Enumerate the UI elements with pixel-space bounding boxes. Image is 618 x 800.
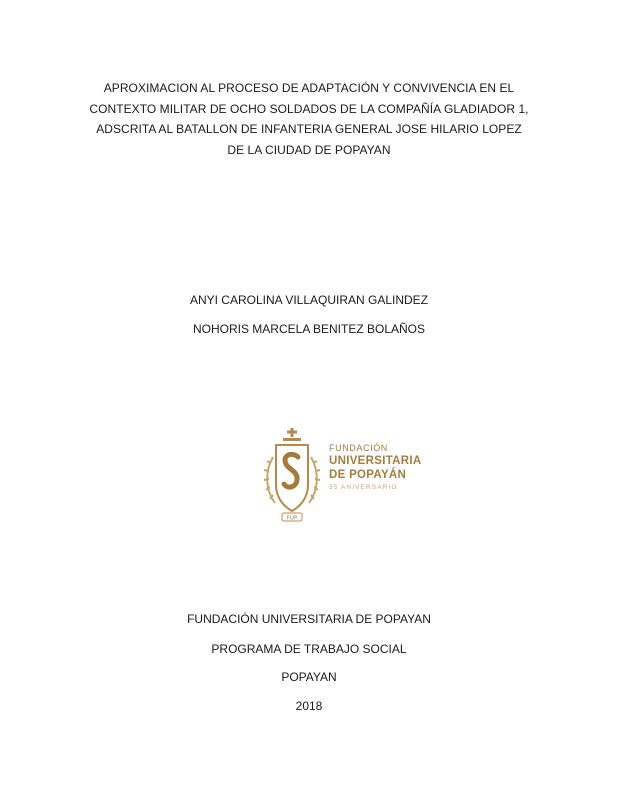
institution-name: FUNDACIÓN UNIVERSITARIA DE POPAYAN	[187, 612, 431, 626]
crest-icon	[261, 427, 323, 523]
logo-line: UNIVERSITARIA	[329, 455, 422, 467]
logo-line: DE POPAYÁN	[329, 469, 407, 481]
title-line: ADSCRITA AL BATALLON DE INFANTERIA GENERAL JOSE HILARIO LOPEZ	[96, 122, 522, 137]
year: 2018	[295, 699, 323, 713]
title-line: APROXIMACION AL PROCESO DE ADAPTACIÓN Y CONVIVENCIA EN EL	[103, 81, 515, 95]
title-line: CONTEXTO MILITAR DE OCHO SOLDADOS DE LA COMPAÑÍA GLADIADOR 1,	[89, 101, 529, 116]
seal-text: FUP	[286, 515, 298, 522]
author-name: ANYI CAROLINA VILLAQUIRAN GALINDEZ	[189, 293, 429, 307]
document-title	[60, 78, 558, 160]
program-name: PROGRAMA DE TRABAJO SOCIAL	[211, 642, 407, 656]
title-line: DE LA CIUDAD DE POPAYAN	[227, 142, 391, 157]
author-name: NOHORIS MARCELA BENITEZ BOLAÑOS	[192, 322, 426, 336]
logo-anniversary: 35 ANIVERSARIO	[329, 484, 398, 491]
logo-wordmark	[329, 443, 429, 494]
logo-line: FUNDACIÓN	[329, 443, 388, 453]
city-name: POPAYAN	[281, 670, 337, 684]
university-logo	[261, 427, 421, 523]
